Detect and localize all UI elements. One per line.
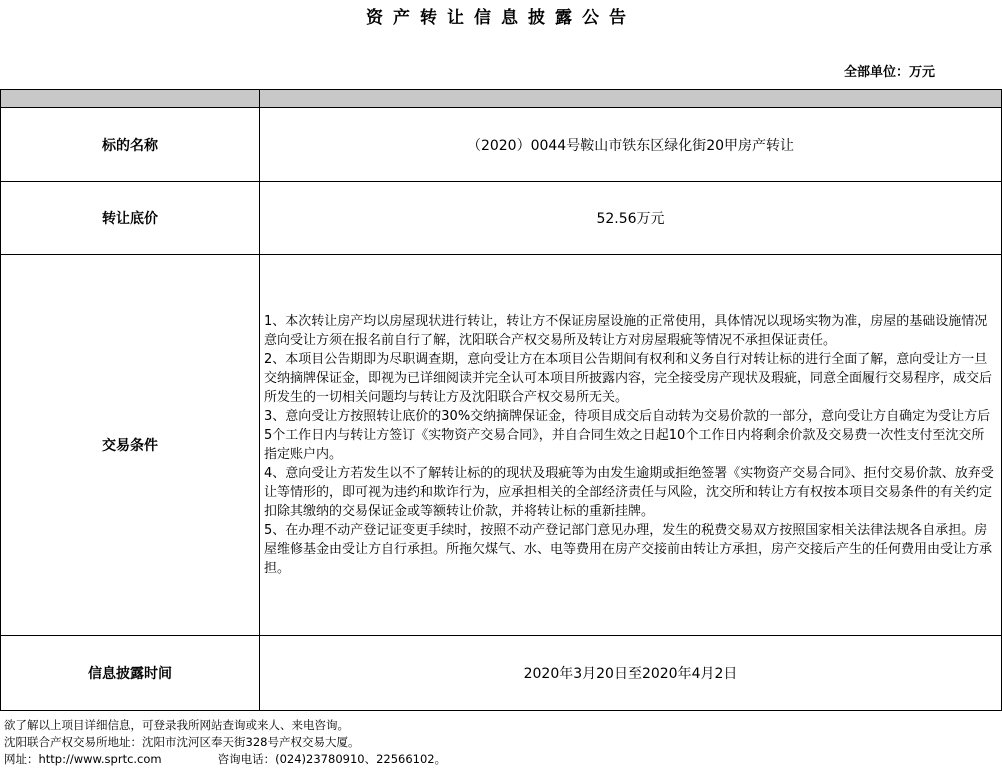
phone-number: 咨询电话：(024)23780910、22566102。 xyxy=(217,752,447,766)
page-title: 资产转让信息披露公告 xyxy=(366,8,636,28)
website-link[interactable]: 网址：http://www.sprtc.com xyxy=(4,752,162,766)
subject-name-label: 标的名称 xyxy=(1,108,260,182)
condition-item: 2、本项目公告期即为尽职调查期，意向受让方在本项目公告期间有权利和义务自行对转让标的进行全面了解，意向受让方一旦交纳摘牌保证金，即视为已详细阅读并完全认可本项目所披露内容，完全接受房产现状及瑕疵，同意全面履行交易程序，成交后所发生的一切相关问题均与转让方及沈阳联合产权交易所无关。 xyxy=(264,352,993,405)
subject-name-value: （2020）0044号鞍山市铁东区绿化街20甲房产转让 xyxy=(260,108,1002,182)
table-row xyxy=(1,636,1002,711)
table-row xyxy=(1,255,1002,636)
disclosure-time-label: 信息披露时间 xyxy=(1,636,260,711)
table-row xyxy=(1,182,1002,255)
conditions-label: 交易条件 xyxy=(1,255,260,636)
condition-item: 4、意向受让方若发生以不了解转让标的的现状及瑕疵等为由发生逾期或拒绝签署《实物资产交易合同》、拒付交易价款、放弃受让等情形的，即可视为违约和欺诈行为，应承担相关的全部经济责任与风险，沈交所和转让方有权按本项目交易条件的有关约定扣除其缴纳的交易保证金或等额转让价款，并将转让标的重新挂牌。 xyxy=(264,466,994,519)
condition-item: 3、意向受让方按照转让底价的30%交纳摘牌保证金，待项目成交后自动转为交易价款的一部分，意向受让方自确定为受让方后5个工作日内与转让方签订《实物资产交易合同》，并自合同生效之日起10个工作日内将剩余价款及交易费一次性支付至沈交所指定账户内。 xyxy=(264,409,991,462)
footer-contact-line xyxy=(4,751,446,768)
notice-table xyxy=(0,89,1002,711)
header-cell-left xyxy=(1,90,260,108)
footer xyxy=(4,717,446,768)
footer-info-line: 欲了解以上项目详细信息，可登录我所网站查询或来人、来电咨询。 xyxy=(4,718,349,732)
disclosure-time-value: 2020年3月20日至2020年4月2日 xyxy=(260,636,1002,711)
reserve-price-label: 转让底价 xyxy=(1,182,260,255)
condition-item: 1、本次转让房产均以房屋现状进行转让，转让方不保证房屋设施的正常使用，具体情况以现场实物为准，房屋的基础设施情况意向受让方须在报名前自行了解，沈阳联合产权交易所及转让方对房屋瑕疵等情况不承担保证责任。 xyxy=(264,314,988,348)
table-row xyxy=(1,108,1002,182)
header-cell-right xyxy=(260,90,1002,108)
unit-note: 全部单位：万元 xyxy=(843,65,935,80)
reserve-price-value: 52.56万元 xyxy=(260,182,1002,255)
condition-item: 5、在办理不动产登记证变更手续时，按照不动产登记部门意见办理，发生的税费交易双方按照国家相关法律法规各自承担。房屋维修基金由受让方自行承担。所拖欠煤气、水、电等费用在房产交接前由转让方承担，房产交接后产生的任何费用由受让方承担。 xyxy=(264,523,993,576)
conditions-value xyxy=(260,255,1002,636)
footer-address-line: 沈阳联合产权交易所地址：沈阳市沈河区奉天街328号产权交易大厦。 xyxy=(4,735,360,749)
table-header-row xyxy=(1,90,1002,108)
